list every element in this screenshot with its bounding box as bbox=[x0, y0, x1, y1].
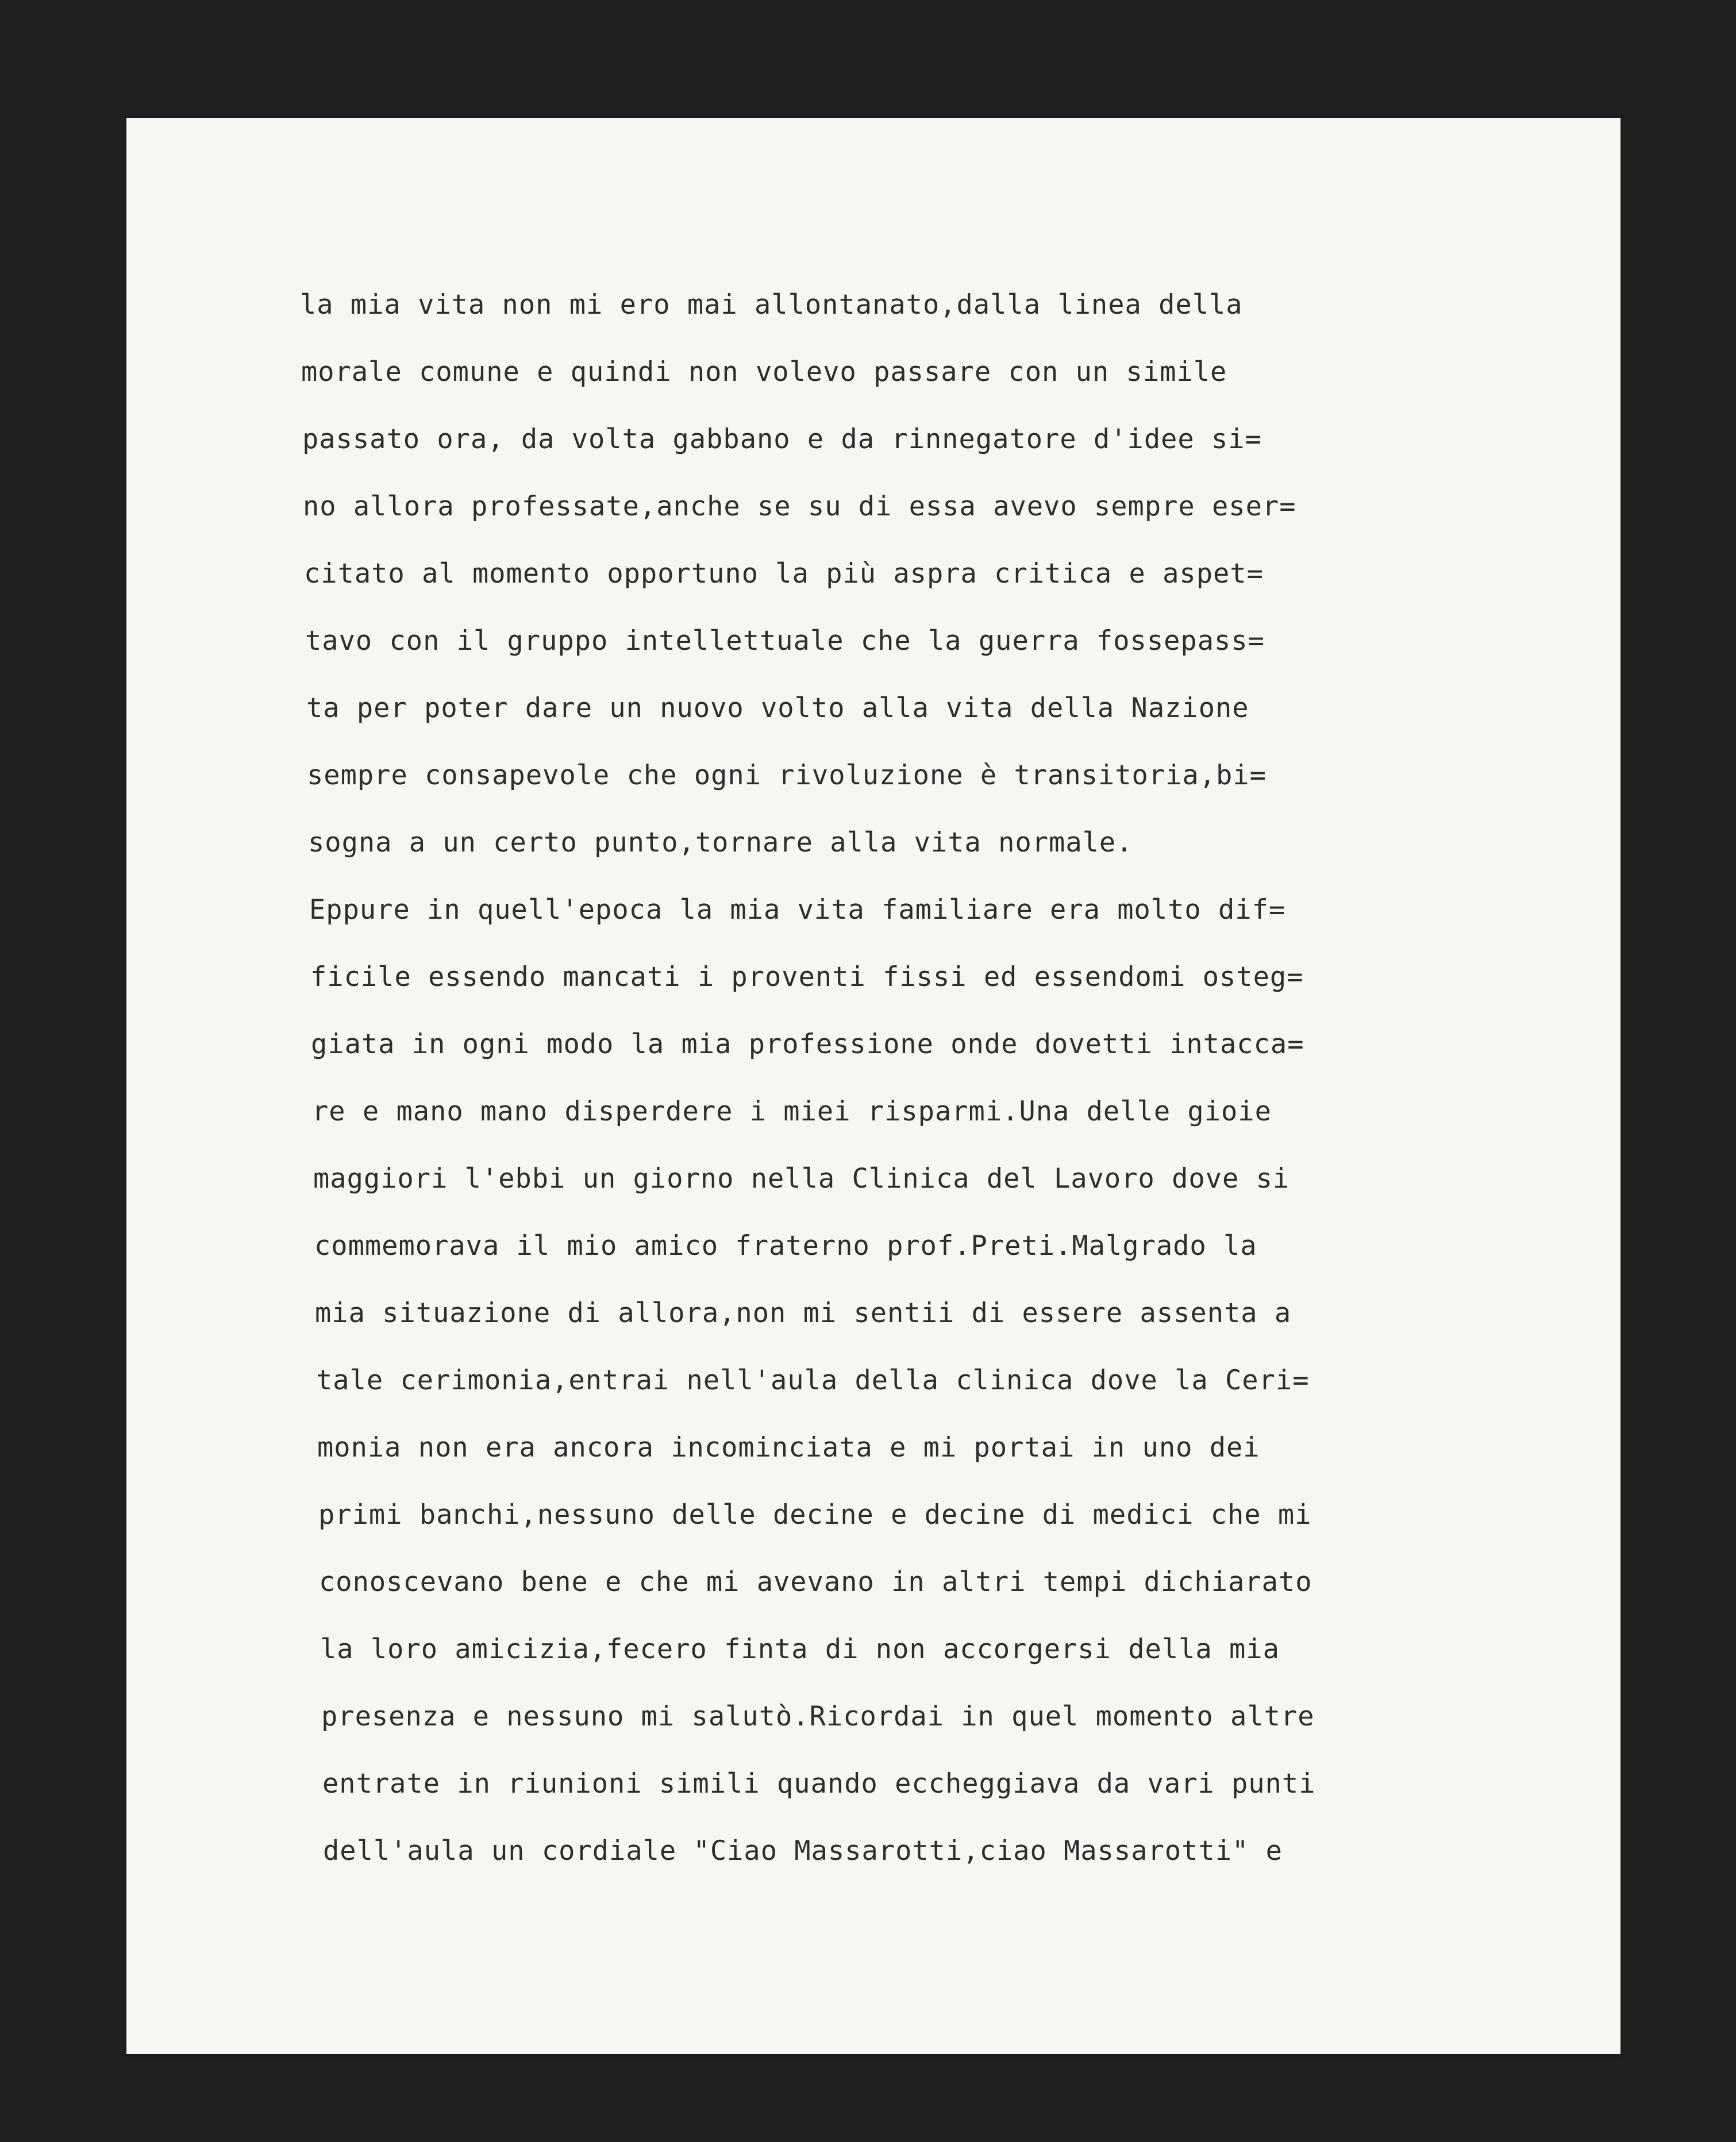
text-line: presenza e nessuno mi salutò.Ricordai in quel momento altre bbox=[321, 1701, 1315, 1732]
typewritten-page bbox=[126, 118, 1620, 2054]
text-line: tavo con il gruppo intellettuale che la guerra fossepass= bbox=[305, 625, 1265, 657]
text-line: passato ora, da volta gabbano e da rinnegatore d'idee si= bbox=[302, 423, 1262, 455]
text-line: sempre consapevole che ogni rivoluzione è transitoria,bi= bbox=[307, 760, 1267, 791]
text-line: ficile essendo mancati i proventi fissi ed essendomi osteg= bbox=[310, 961, 1304, 993]
text-line: la mia vita non mi ero mai allontanato,dalla linea della bbox=[300, 289, 1243, 321]
text-line: tale cerimonia,entrai nell'aula della clinica dove la Ceri= bbox=[316, 1365, 1310, 1396]
text-line: giata in ogni modo la mia professione onde dovetti intacca= bbox=[311, 1028, 1304, 1060]
text-line: mia situazione di allora,non mi sentii di essere assenta a bbox=[315, 1297, 1292, 1329]
text-line: monia non era ancora incominciata e mi portai in uno dei bbox=[317, 1432, 1260, 1463]
typed-text-block bbox=[126, 118, 1620, 2054]
text-line: conoscevano bene e che mi avevano in altri tempi dichiarato bbox=[319, 1566, 1312, 1598]
text-line: commemorava il mio amico fraterno prof.Preti.Malgrado la bbox=[314, 1230, 1257, 1262]
text-line: entrate in riunioni simili quando eccheggiava da vari punti bbox=[322, 1768, 1316, 1800]
text-line: primi banchi,nessuno delle decine e decine di medici che mi bbox=[318, 1499, 1312, 1531]
text-line: maggiori l'ebbi un giorno nella Clinica del Lavoro dove si bbox=[313, 1163, 1290, 1195]
text-line: ta per poter dare un nuovo volto alla vita della Nazione bbox=[306, 692, 1249, 724]
text-line: dell'aula un cordiale "Ciao Massarotti,ciao Massarotti" e bbox=[323, 1835, 1283, 1867]
text-line: Eppure in quell'epoca la mia vita familiare era molto dif= bbox=[309, 894, 1286, 926]
text-line: citato al momento opportuno la più aspra critica e aspet= bbox=[304, 558, 1264, 590]
text-line: no allora professate,anche se su di essa avevo sempre eser= bbox=[303, 491, 1296, 522]
text-line: sogna a un certo punto,tornare alla vita normale. bbox=[308, 827, 1133, 858]
text-line: re e mano mano disperdere i miei risparmi.Una delle gioie bbox=[312, 1096, 1272, 1127]
text-line: la loro amicizia,fecero finta di non accorgersi della mia bbox=[320, 1634, 1280, 1665]
text-line: morale comune e quindi non volevo passare con un simile bbox=[301, 356, 1227, 388]
